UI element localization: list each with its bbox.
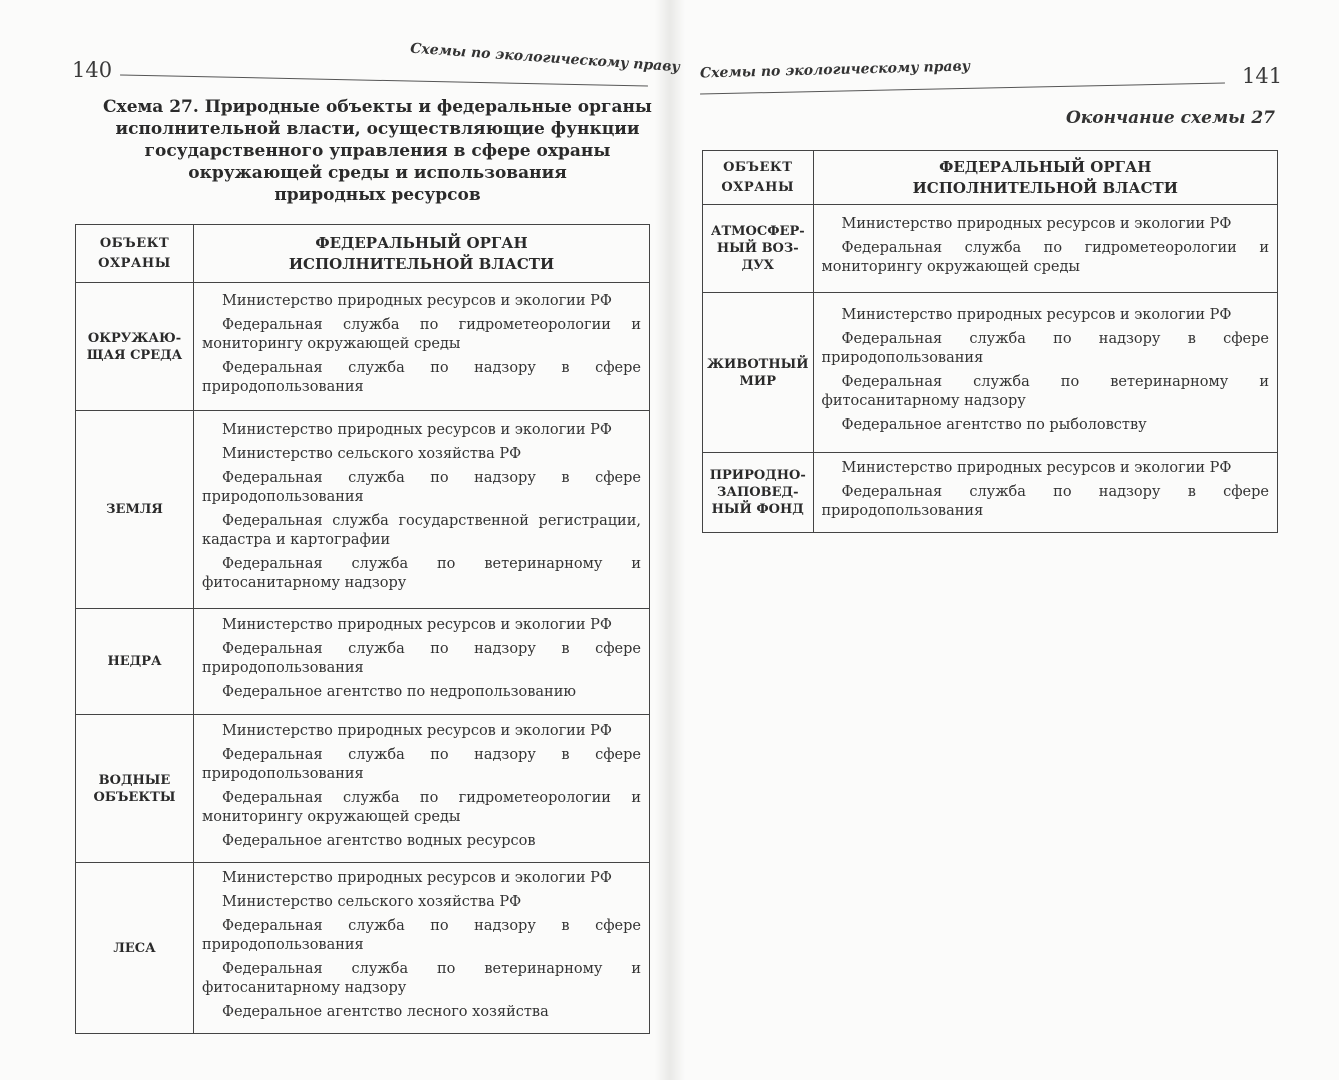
agencies-cell bbox=[813, 205, 1277, 293]
object-cell bbox=[76, 609, 194, 715]
agency-item: Министерство природных ресурсов и экологии РФ bbox=[841, 216, 1232, 232]
agencies-cell bbox=[194, 715, 650, 863]
agency-item: Министерство сельского хозяйства РФ bbox=[222, 446, 522, 462]
object-cell bbox=[703, 205, 814, 293]
object-name-line: НЫЙ ФОНД bbox=[711, 502, 804, 517]
agencies-cell bbox=[813, 453, 1277, 533]
agency-item: Федеральная служба по надзору в сфере природопользования bbox=[202, 746, 641, 782]
agency-item: Федеральная служба по гидрометеорологии и мониторингу окружающей среды bbox=[202, 316, 641, 352]
agency-item: Федеральная служба по надзору в сфере природопользования bbox=[202, 470, 641, 505]
scheme-title-line: природных ресурсов bbox=[274, 185, 481, 205]
table-header-row bbox=[76, 225, 650, 283]
right-page bbox=[690, 0, 1300, 1080]
header-agency-line: ИСПОЛНИТЕЛЬНОЙ ВЛАСТИ bbox=[912, 178, 1178, 197]
agencies-cell bbox=[194, 411, 650, 609]
agency-item: Министерство природных ресурсов и экологии РФ bbox=[222, 870, 612, 886]
table-row bbox=[703, 205, 1278, 293]
scheme-table-right bbox=[702, 150, 1278, 533]
header-object bbox=[703, 151, 814, 205]
agency-item: Федеральное агентство по недропользованию bbox=[222, 684, 576, 700]
object-name-line: ВОДНЫЕ bbox=[98, 772, 171, 788]
table-row bbox=[703, 293, 1278, 453]
scheme-table-left bbox=[75, 224, 650, 1034]
header-agency-line: ИСПОЛНИТЕЛЬНОЙ ВЛАСТИ bbox=[288, 254, 555, 273]
agency-item: Федеральная служба по ветеринарному и фитосанитарному надзору bbox=[202, 556, 641, 591]
object-name-line: ОКРУЖАЮ- bbox=[87, 330, 182, 346]
header-agency bbox=[194, 225, 650, 283]
object-name-line: НЕДРА bbox=[107, 654, 162, 669]
agencies-cell bbox=[813, 293, 1277, 453]
agency-item: Министерство природных ресурсов и экологии РФ bbox=[222, 617, 612, 633]
scheme-title-line: государственного управления в сфере охраны bbox=[144, 141, 611, 161]
object-name-line: ЗЕМЛЯ bbox=[106, 502, 163, 517]
agencies-cell bbox=[194, 283, 650, 411]
header-agency-line: ФЕДЕРАЛЬНЫЙ ОРГАН bbox=[939, 157, 1152, 176]
table-row bbox=[76, 283, 650, 411]
table-header-row bbox=[703, 151, 1278, 205]
page-number: 140 bbox=[72, 58, 113, 82]
scheme-title-line: исполнительной власти, осуществляющие функции bbox=[115, 119, 640, 139]
agency-item: Федеральное агентство по рыболовству bbox=[841, 416, 1147, 433]
running-title: Схемы по экологическому праву bbox=[699, 58, 971, 82]
agencies-cell bbox=[194, 863, 650, 1034]
object-name-line: ЖИВОТНЫЙ bbox=[707, 356, 809, 372]
header-agency-line: ФЕДЕРАЛЬНЫЙ ОРГАН bbox=[315, 233, 528, 252]
agency-item: Министерство природных ресурсов и экологии РФ bbox=[841, 460, 1232, 476]
header-object-line: ОБЪЕКТ bbox=[723, 159, 793, 175]
object-name-line: ЩАЯ СРЕДА bbox=[86, 347, 183, 363]
object-name-line: ЗАПОВЕД- bbox=[717, 485, 799, 500]
table-row bbox=[76, 863, 650, 1034]
header-rule bbox=[700, 83, 1225, 95]
agency-item: Федеральное агентство лесного хозяйства bbox=[222, 1004, 549, 1020]
object-cell bbox=[76, 411, 194, 609]
scheme-title-line: Схема 27. Природные объекты и федеральные органы bbox=[103, 97, 652, 117]
header-object bbox=[76, 225, 194, 283]
table-row bbox=[76, 411, 650, 609]
agency-item: Министерство природных ресурсов и экологии РФ bbox=[222, 722, 612, 739]
agency-item: Федеральное агентство водных ресурсов bbox=[222, 832, 536, 849]
continuation-label: Окончание схемы 27 bbox=[1065, 108, 1275, 128]
scheme-title bbox=[100, 96, 655, 206]
agency-item: Министерство природных ресурсов и экологии РФ bbox=[222, 422, 612, 438]
left-page bbox=[40, 0, 681, 1080]
agency-item: Министерство сельского хозяйства РФ bbox=[222, 894, 522, 910]
object-cell bbox=[703, 293, 814, 453]
header-object-line: ОХРАНЫ bbox=[98, 255, 171, 271]
table-row bbox=[76, 609, 650, 715]
agency-item: Федеральная служба по надзору в сфере природопользования bbox=[202, 918, 641, 953]
agency-item: Федеральная служба по надзору в сфере природопользования bbox=[202, 641, 641, 676]
header-object-line: ОБЪЕКТ bbox=[99, 235, 170, 251]
object-cell bbox=[76, 715, 194, 863]
agency-item: Федеральная служба по гидрометеорологии и мониторингу окружающей среды bbox=[202, 789, 641, 825]
agencies-cell bbox=[194, 609, 650, 715]
object-name-line: ОБЪЕКТЫ bbox=[93, 789, 176, 805]
header-object-line: ОХРАНЫ bbox=[721, 179, 795, 195]
book-gutter bbox=[655, 0, 685, 1080]
object-name-line: АТМОСФЕР- bbox=[710, 224, 805, 239]
scheme-title-line: окружающей среды и использования bbox=[188, 163, 567, 183]
agency-item: Федеральная служба по надзору в сфере природопользования bbox=[821, 484, 1269, 519]
object-cell bbox=[703, 453, 814, 533]
agency-item: Федеральная служба по надзору в сфере природопользования bbox=[821, 330, 1269, 366]
object-name-line: МИР bbox=[739, 373, 776, 389]
agency-item: Федеральная служба по ветеринарному и фитосанитарному надзору bbox=[821, 373, 1269, 409]
object-name-line: НЫЙ ВОЗ- bbox=[716, 241, 799, 256]
agency-item: Федеральная служба по ветеринарному и фитосанитарному надзору bbox=[202, 961, 641, 996]
agency-item: Министерство природных ресурсов и экологии РФ bbox=[841, 306, 1232, 323]
object-name-line: ДУХ bbox=[741, 258, 774, 273]
object-cell bbox=[76, 283, 194, 411]
header-agency bbox=[813, 151, 1277, 205]
object-name-line: ПРИРОДНО- bbox=[709, 468, 806, 483]
object-cell bbox=[76, 863, 194, 1034]
object-name-line: ЛЕСА bbox=[113, 940, 156, 956]
running-title: Схемы по экологическому праву bbox=[409, 40, 681, 76]
page-number: 141 bbox=[1242, 64, 1283, 88]
header-rule bbox=[120, 74, 648, 86]
agency-item: Федеральная служба по гидрометеорологии и мониторингу окружающей среды bbox=[821, 240, 1269, 275]
table-row bbox=[703, 453, 1278, 533]
agency-item: Федеральная служба государственной регистрации, кадастра и картографии bbox=[202, 513, 641, 548]
table-row bbox=[76, 715, 650, 863]
agency-item: Федеральная служба по надзору в сфере природопользования bbox=[202, 359, 641, 395]
agency-item: Министерство природных ресурсов и экологии РФ bbox=[222, 292, 612, 309]
